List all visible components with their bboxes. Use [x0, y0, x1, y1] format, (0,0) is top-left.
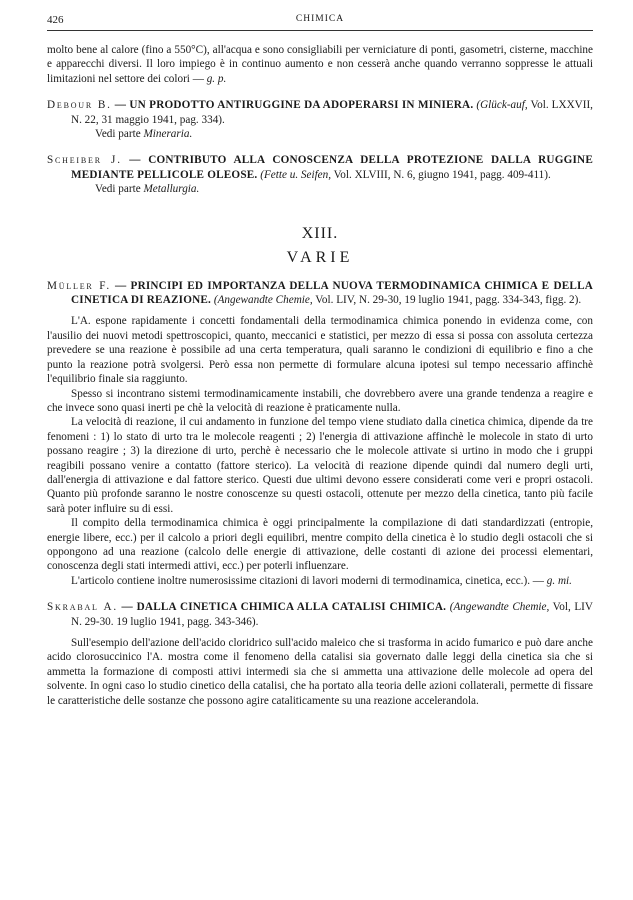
continuation-paragraph: molto bene al calore (fino a 550°C), all'acqua e sono consigliabili per verniciature di ponti, gasometri, cisterne, macchine e apparecchi diversi. Il loro impiego è in continuo aumento e non cesserà anche quando verranno soppresse le attuali limitazioni nel settore dei colori — g. p.: [47, 44, 593, 85]
article-entry: [47, 279, 593, 589]
bibliography-entry: [47, 153, 593, 196]
entry-title: — UN PRODOTTO ANTIRUGGINE DA ADOPERARSI IN MINIERA.: [114, 99, 474, 112]
article-paragraph: Spesso si incontrano sistemi termodinamicamente instabili, che dovrebbero avere una grande tendenza a reagire e che invece sono quasi inerti pe chè la velocità di reazione è praticamente nulla.: [47, 387, 593, 414]
article-entry: [47, 600, 593, 708]
article-author: Skrabal A.: [47, 601, 118, 614]
entry-title: — CONTRIBUTO ALLA CONOSCENZA DELLA PROTEZIONE DALLA RUGGINE MEDIANTE PELLICOLE OLEOSE.: [71, 154, 593, 181]
article-closing: L'articolo contiene inoltre numerosissime citazioni di lavori moderni di termodinamica, cinetica, ecc.). — g. mi.: [71, 574, 572, 587]
entry-citation: Vol. XLVIII, N. 6, giugno 1941, pagg. 409-411).: [333, 168, 551, 181]
author-initials: g. mi.: [546, 574, 572, 587]
entry-author: Debour B.: [47, 99, 112, 112]
section-title: VARIE: [286, 248, 354, 266]
article-paragraph: Il compito della termodinamica chimica è oggi principalmente la compilazione di dati standardizzati (entropie, energie libere, ecc.) per il calcolo a priori degli equilibri, mentre compito della cinetica è lo studio degli ostacoli che si oppongono ad una reazione (calcolo delle energie di attivazione, delle costanti di azione dei processi elementari, conoscenza degli stati intermedi attivi, ecc.) per poterli influenzare.: [47, 517, 593, 573]
bibliography-entry: [47, 98, 593, 141]
page-header: [47, 14, 593, 31]
page: [47, 14, 593, 708]
article-title: — DALLA CINETICA CHIMICA ALLA CATALISI CHIMICA.: [121, 601, 447, 614]
running-title: CHIMICA: [295, 14, 345, 24]
entry-journal: (Glück-auf,: [476, 99, 528, 112]
article-paragraph: Sull'esempio dell'azione dell'acido cloridrico sull'acido maleico che si trasforma in acido fumarico e può dare anche acido clorosuccinico l'A. mostra come il fenomeno della catalisi sia governato dalle leggi della cinetica sia che si ammetta la formazione di composti attivi intermedi sia che si ammetta una attivazione delle molecole ad opera del solvente. In ogni caso lo studio cinetico della catalisi, che ha portato alla teoria delle azioni collaterali, permette di fissare le caratteristiche delle sostanze che possono agire cataliticamente su una reazione accelerandola.: [47, 637, 593, 707]
see-reference: Vedi parte Mineraria.: [95, 128, 193, 141]
section-heading: [47, 225, 593, 267]
entry-journal: (Fette u. Seifen,: [260, 168, 332, 181]
entry-citation: Vol. LXXVII, N. 22, 31 maggio 1941, pag. 334).: [71, 99, 593, 126]
article-paragraph: L'A. espone rapidamente i concetti fondamentali della termodinamica chimica ponendo in evidenza come, con l'ausilio dei nuovi metodi spettroscopici, quanto, meccanici e statistici, per mezzo di essa si possa con assoluta certezza prevedere se una reazione è possibile ad una certa temperatura, quali saranno le condizioni di equilibrio e fino a che punto la reazione potrà svolgersi. Però essa non permette di formulare alcuna ipotesi sul tempo necessario affinchè l'equilibrio finale sia raggiunto.: [47, 315, 593, 386]
article-citation: Vol, LIV N. 29-30. 19 luglio 1941, pagg. 343-346).: [71, 601, 593, 628]
article-journal: (Angewandte Chemie,: [213, 294, 313, 307]
article-journal: (Angewandte Chemie,: [449, 601, 550, 614]
article-author: Müller F.: [47, 279, 112, 292]
article-paragraph: La velocità di reazione, il cui andamento in funzione del tempo viene studiato dalla cinetica chimica, dipende da tre fenomeni : 1) lo stato di urto tra le molecole reagenti ; 2) l'energia di attivazione affinchè le molecole in stato di urto possano reagire ; 3) la direzione di urto, perchè è necessario che le molecole attivate si urtino in modo che i gruppi reagibili possano venire a contatto (fattore sterico). La velocità di reazione dipende quindi dal numero degli urti, dall'energia di attivazione e dal fattore sterico. Questi due ultimi devono essere considerati come veri e propri ostacoli. Quanto più profonde saranno le nostre conoscenze su questi ostacoli, ottenute per mezzo della cinetica, tanto più facile sarà poter influire su di essi.: [47, 416, 593, 515]
entry-author: Scheiber J.: [47, 154, 122, 167]
article-citation: Vol. LIV, N. 29-30, 19 luglio 1941, pagg. 334-343, figg. 2).: [315, 294, 582, 307]
article-title: — PRINCIPI ED IMPORTANZA DELLA NUOVA TERMODINAMICA CHIMICA E DELLA CINETICA DI REAZIONE.: [71, 279, 594, 307]
page-number: 426: [47, 14, 64, 26]
author-initials: g. p.: [206, 72, 227, 85]
section-number: XIII.: [301, 224, 339, 242]
see-reference: Vedi parte Metallurgia.: [95, 183, 200, 196]
